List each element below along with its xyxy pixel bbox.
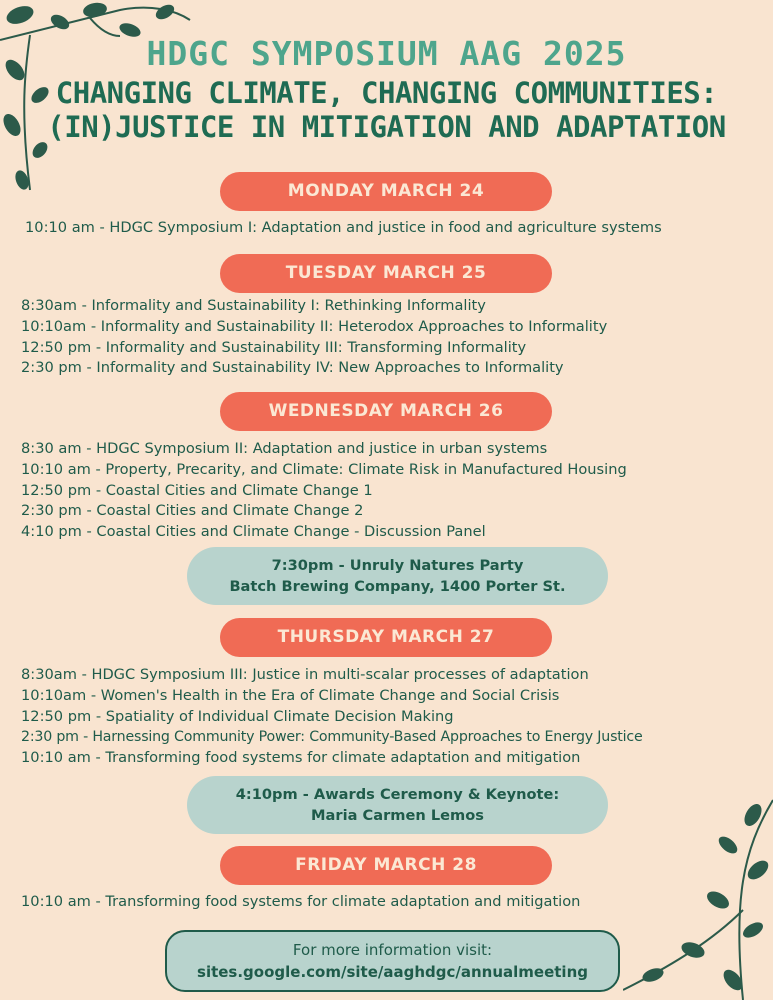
- tuesday-sessions: [21, 296, 773, 379]
- session-item: 4:10 pm - Coastal Cities and Climate Change - Discussion Panel: [21, 523, 486, 541]
- monday-sessions: [25, 218, 773, 239]
- keynote-event-pill: [187, 776, 608, 834]
- session-item: 12:50 pm - Coastal Cities and Climate Change 1: [21, 481, 373, 499]
- symposium-title: HDGC SYMPOSIUM AAG 2025: [146, 34, 627, 73]
- friday-sessions: [21, 892, 773, 913]
- session-item: 10:10 am - Transforming food systems for climate adaptation and mitigation: [21, 749, 581, 767]
- theme-title-line2: (IN)JUSTICE IN MITIGATION AND ADAPTATION: [47, 110, 726, 144]
- session-item: 12:50 pm - Informality and Sustainability III: Transforming Informality: [21, 338, 527, 356]
- theme-title-line1: CHANGING CLIMATE, CHANGING COMMUNITIES:: [55, 76, 718, 110]
- session-item: 10:10am - Informality and Sustainability II: Heterodox Approaches to Informality: [21, 317, 608, 335]
- keynote-title: 4:10pm - Awards Ceremony & Keynote:: [235, 786, 560, 803]
- session-item: 8:30am - HDGC Symposium III: Justice in multi-scalar processes of adaptation: [21, 666, 589, 683]
- day-header-thursday: THURSDAY MARCH 27: [220, 618, 552, 657]
- day-header-wednesday: WEDNESDAY MARCH 26: [220, 392, 552, 431]
- party-location: Batch Brewing Company, 1400 Porter St.: [229, 578, 566, 595]
- session-item: 10:10 am - Property, Precarity, and Climate: Climate Risk in Manufactured Housing: [21, 460, 627, 478]
- session-item: 2:30 pm - Harnessing Community Power: Community-Based Approaches to Energy Justice: [21, 729, 643, 746]
- party-title: 7:30pm - Unruly Natures Party: [271, 557, 524, 574]
- session-item: 10:10am - Women's Health in the Era of Climate Change and Social Crisis: [21, 686, 560, 704]
- session-item: 8:30am - Informality and Sustainability I: Rethinking Informality: [21, 297, 486, 314]
- day-header-friday: FRIDAY MARCH 28: [220, 846, 552, 885]
- more-info-box: [165, 930, 620, 992]
- session-item: 2:30 pm - Coastal Cities and Climate Change 2: [21, 502, 364, 520]
- session-item: 10:10 am - Transforming food systems for climate adaptation and mitigation: [21, 893, 581, 910]
- session-item: 2:30 pm - Informality and Sustainability IV: New Approaches to Informality: [21, 359, 564, 377]
- info-url-link[interactable]: sites.google.com/site/aaghdgc/annualmeeting: [197, 963, 588, 981]
- session-item: 12:50 pm - Spatiality of Individual Climate Decision Making: [21, 707, 454, 725]
- thursday-sessions: [21, 665, 773, 769]
- session-item: 10:10 am - HDGC Symposium I: Adaptation and justice in food and agriculture systems: [25, 219, 662, 236]
- party-event-pill: [187, 547, 608, 605]
- info-label: For more information visit:: [292, 941, 493, 959]
- session-item: 8:30 am - HDGC Symposium II: Adaptation and justice in urban systems: [21, 440, 548, 457]
- day-header-tuesday: TUESDAY MARCH 25: [220, 254, 552, 293]
- wednesday-sessions: [21, 439, 773, 543]
- keynote-speaker: Maria Carmen Lemos: [311, 807, 484, 824]
- day-header-monday: MONDAY MARCH 24: [220, 172, 552, 211]
- poster-header: [0, 32, 773, 144]
